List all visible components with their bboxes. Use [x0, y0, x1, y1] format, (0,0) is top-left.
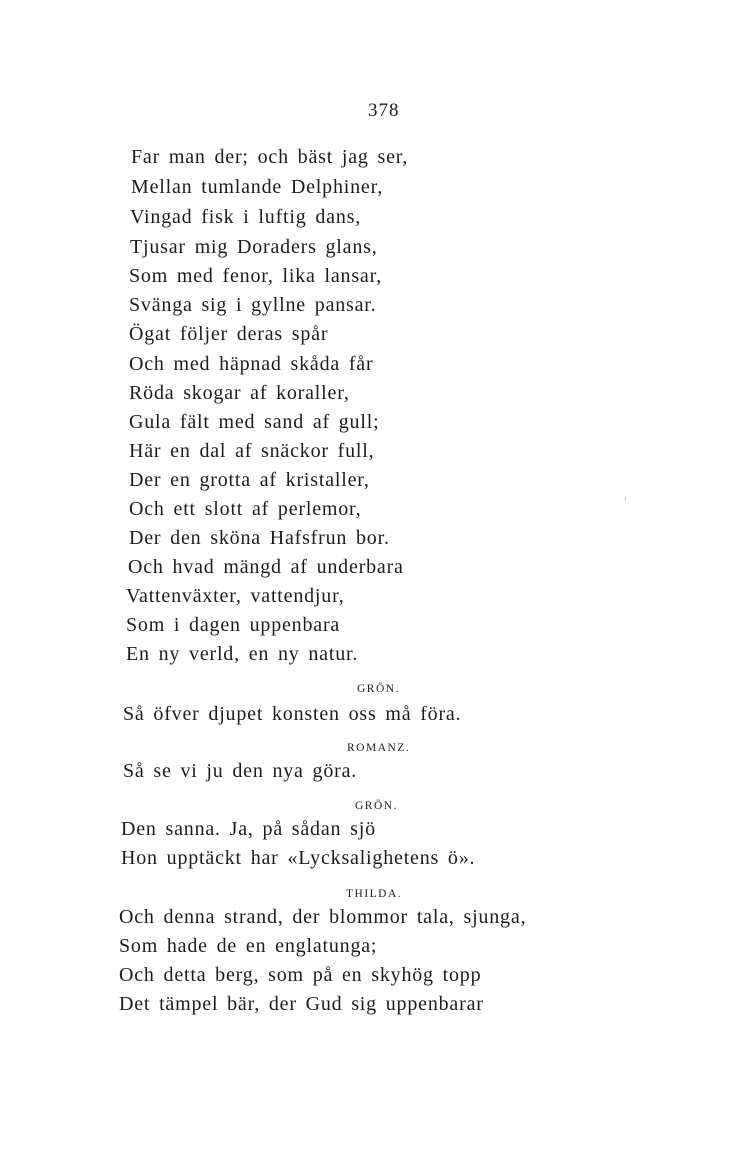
verse-line: Som i dagen uppenbara: [126, 614, 341, 636]
speaker-name: GRÖN.: [357, 683, 400, 695]
verse-line: Der en grotta af kristaller,: [129, 469, 370, 491]
verse-line: Och ett slott af perlemor,: [129, 498, 362, 520]
dialogue-line: Det tämpel bär, der Gud sig uppenbarar: [119, 993, 484, 1015]
speaker-name: GRÖN.: [355, 800, 398, 812]
verse-line: En ny verld, en ny natur.: [126, 643, 359, 665]
dialogue-line: Hon upptäckt har «Lycksalighetens ö».: [121, 847, 476, 869]
dialogue-line: Så se vi ju den nya göra.: [123, 760, 358, 782]
verse-line: Far man der; och bäst jag ser,: [131, 146, 409, 168]
paper-speck: [625, 497, 626, 501]
verse-line: Tjusar mig Doraders glans,: [130, 236, 378, 258]
verse-line: Vingad fisk i luftig dans,: [130, 206, 362, 228]
verse-line: Som med fenor, lika lansar,: [129, 265, 383, 287]
page-number: 378: [368, 100, 400, 121]
verse-line: Ögat följer deras spår: [129, 323, 329, 345]
dialogue-line: Den sanna. Ja, på sådan sjö: [121, 818, 376, 840]
speaker-name: THILDA.: [346, 888, 403, 900]
dialogue-line: Och detta berg, som på en skyhög topp: [119, 964, 482, 986]
dialogue-line: Som hade de en englatunga;: [119, 935, 378, 957]
verse-line: Och hvad mängd af underbara: [128, 556, 404, 578]
dialogue-line: Så öfver djupet konsten oss må föra.: [123, 703, 462, 725]
verse-line: Gula fält med sand af gull;: [129, 411, 380, 433]
verse-line: Svänga sig i gyllne pansar.: [129, 294, 377, 316]
speaker-name: ROMANZ.: [347, 742, 411, 754]
dialogue-line: Och denna strand, der blommor tala, sjunga,: [119, 906, 527, 928]
verse-line: Här en dal af snäckor full,: [129, 440, 375, 462]
verse-line: Röda skogar af koraller,: [129, 382, 350, 404]
verse-line: Der den sköna Hafsfrun bor.: [129, 527, 390, 549]
verse-line: Vattenväxter, vattendjur,: [126, 585, 345, 607]
verse-line: Och med häpnad skåda får: [129, 353, 374, 375]
verse-line: Mellan tumlande Delphiner,: [131, 176, 384, 198]
